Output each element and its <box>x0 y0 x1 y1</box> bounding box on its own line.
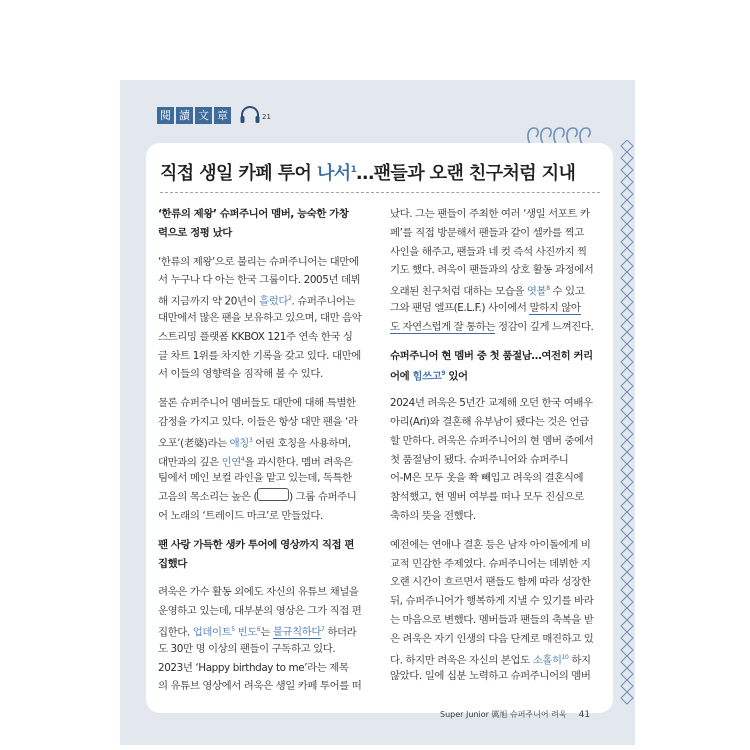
body-text-line: 어-M은 모두 옷을 쫙 빼입고 려욱의 결혼식에 <box>390 472 584 485</box>
body-text-line: 첫 품절남이 됐다. 슈퍼주니어와 슈퍼주니 <box>390 453 569 466</box>
footnote-marker: 10 <box>561 653 569 661</box>
body-text-line: 다. 하지만 려욱은 자신의 본업도 소홀히$^{10}$ 하지 <box>390 653 591 666</box>
title-text: 직접 생일 카페 투어 <box>160 163 317 184</box>
section-heading-line: ‘한류의 제왕’ 슈퍼주니어 멤버, 능숙한 가창 <box>158 208 349 220</box>
body-text-line: 팀에서 메인 보컬 라인을 맡고 있는데, 독특한 <box>158 472 352 485</box>
vocab-keyword[interactable]: 엿볼 <box>526 285 547 298</box>
paragraph-gap <box>390 337 602 347</box>
body-text-line: 감정을 가지고 있다. 이들은 항상 대만 팬을 ‘라 <box>158 415 358 428</box>
footnote-marker: 1 <box>350 165 357 175</box>
section-heading-line: 어에 힘쓰고$^9$ 있어 <box>390 370 468 383</box>
footnote-marker: 2 <box>288 295 292 303</box>
footnote-marker: 3 <box>248 436 253 444</box>
paragraph-gap <box>390 384 602 394</box>
vocab-keyword[interactable]: 흘렀다 <box>259 295 289 308</box>
section-heading-line: 팬 사랑 가득한 생카 투어에 영상까지 직접 편 <box>158 538 354 551</box>
body-text-line: 고음의 목소리는 높은 ( ) 그룹 슈퍼주니 <box>158 488 370 507</box>
vocab-keyword[interactable]: 애칭 <box>229 437 249 450</box>
body-text-line: 오포’(老婆)라는 애칭$^3$ 어린 호칭을 사용하며, <box>158 436 351 450</box>
body-text-line: 대만에서 많은 팬을 보유하고 있으며, 대만 음악 <box>158 311 362 324</box>
body-text-line: 기도 했다. 려욱이 팬들과의 상호 활동 과정에서 <box>390 264 594 277</box>
body-text-line: 집한다. 업데이트$^5$ 빈도$^6$는 불규칙하다$^7$ 하더라 <box>158 625 357 639</box>
body-text-line: 물론 슈퍼주니어 멤버들도 대만에 대해 특별한 <box>158 397 356 410</box>
badge-char: 文 <box>195 107 212 124</box>
vocab-keyword[interactable]: 업데이트 <box>192 626 232 639</box>
vocab-keyword[interactable]: 빈도 <box>237 626 257 639</box>
body-text-line: 축하의 뜻을 전했다. <box>390 509 476 522</box>
fill-in-blank-box[interactable] <box>257 488 289 501</box>
headphones-icon[interactable] <box>239 105 261 125</box>
body-text-line: 2024년 려욱은 5년간 교제해 오던 한국 여배우 <box>390 397 593 410</box>
body-text-line: 페’를 직접 방문해서 팬들과 같이 셀카를 찍고 <box>390 226 584 239</box>
footnote-marker: 8 <box>546 285 550 293</box>
underlined-phrase: 도 자연스럽게 잘 통하는 <box>390 320 496 333</box>
body-text-line: 운영하고 있는데, 대부분의 영상은 그가 직접 편 <box>158 605 362 618</box>
footnote-marker: 6 <box>256 625 261 633</box>
vocab-keyword[interactable]: 인연 <box>221 456 241 469</box>
body-text-line: 글 차트 1위를 차지한 기록을 갖고 있다. 대만에 <box>158 349 361 362</box>
body-text-line: 뒤, 슈퍼주니어가 행복하게 지낼 수 있기를 바라 <box>390 595 594 608</box>
body-text-line: 려욱은 가수 활동 외에도 자신의 유튜브 채널을 <box>158 586 359 599</box>
body-text-line: 은 려욱은 자기 인생의 다음 단계로 매진하고 있 <box>390 632 594 645</box>
badge-char: 閱 <box>157 107 174 124</box>
body-text-line: 는 마음으로 변했다. 멤버들과 팬들의 축복을 받 <box>390 613 594 626</box>
paragraph-gap <box>158 243 370 253</box>
body-text-line: 아리(Ari)와 결혼해 유부남이 됐다는 것은 언급 <box>390 415 589 428</box>
body-text-line: 났다. 그는 팬들이 주최한 여러 ‘생일 서포트 카 <box>390 208 590 220</box>
vocab-keyword[interactable]: 힘쓰고 <box>412 370 442 383</box>
body-text-line: 예전에는 연애나 결혼 등은 남자 아이돌에게 비 <box>390 538 591 551</box>
body-text-line: 할 만하다. 려욱은 슈퍼주니어의 현 멤버 중에서 <box>390 434 594 447</box>
body-text-line: 참석했고, 현 멤버 여부를 떠나 모두 진심으로 <box>390 491 584 504</box>
body-text-line: 서 누구나 다 아는 한국 그룹이다. 2005년 데뷔 <box>158 274 361 287</box>
paragraph-gap <box>158 384 370 394</box>
right-column <box>390 205 602 686</box>
body-text-line: 교적 민감한 주제였다. 슈퍼주니어는 데뷔한 지 <box>390 557 591 570</box>
badge-char: 章 <box>214 107 231 124</box>
body-text-line: 대만과의 깊은 인연$^4$을 과시한다. 멤버 려욱은 <box>158 455 353 469</box>
body-text-line: 오래된 친구처럼 대하는 모습을 엿볼$^8$ 수 있고 <box>390 285 585 298</box>
title-keyword[interactable]: 나서 <box>316 163 351 184</box>
paragraph-gap <box>158 573 370 583</box>
section-heading-line: 집했다 <box>158 557 187 570</box>
section-badge <box>157 106 271 124</box>
body-text-line: ‘한류의 제왕’으로 불리는 슈퍼주니어는 대만에 <box>158 255 359 268</box>
footnote-marker: 5 <box>231 625 235 633</box>
page-footer <box>440 709 590 720</box>
body-text-line: 서 이들의 영향력을 짐작해 볼 수 있다. <box>158 368 323 381</box>
badge-char: 讀 <box>176 107 193 124</box>
section-heading-line: 슈퍼주니어 현 멤버 중 첫 품절남…여전히 커리 <box>390 349 593 362</box>
body-text-line: 않았다. 일에 십분 노력하고 슈퍼주니어의 멤버 <box>390 670 591 683</box>
body-text-line: 의 유튜브 영상에서 려욱은 생일 카페 투어를 떠 <box>158 680 362 693</box>
paragraph-gap <box>390 526 602 536</box>
track-number: 21 <box>262 113 271 121</box>
article-title <box>160 159 600 185</box>
underlined-phrase: 말하지 않아 <box>529 301 581 314</box>
footnote-marker: 9 <box>441 370 446 378</box>
vocab-keyword[interactable]: 불규칙하다 <box>272 626 322 639</box>
title-text: …팬들과 오랜 친구처럼 지내 <box>356 163 576 184</box>
vocab-keyword[interactable]: 소홀히 <box>532 654 562 666</box>
body-text-line: 해 지금까지 약 20년이 흘렀다$^2$. 슈퍼주니어는 <box>158 295 356 308</box>
paragraph-gap <box>158 526 370 536</box>
footer-title: Super Junior 厲旭 슈퍼주니어 려욱 <box>440 710 567 719</box>
section-heading-line: 력으로 정평 났다 <box>158 226 232 239</box>
body-text-line: 도 자연스럽게 잘 통하는 정감이 깊게 느껴진다. <box>390 320 594 333</box>
body-text-line: 도 30만 명 이상의 팬들이 구독하고 있다. <box>158 642 336 655</box>
article-card <box>146 143 613 713</box>
footnote-marker: 7 <box>321 625 325 633</box>
body-text-line: 그와 팬덤 엘프(E.L.F.) 사이에서 말하지 않아 <box>390 301 581 314</box>
body-text-line: 어 노래의 ‘트레이드 마크’로 만들었다. <box>158 509 323 522</box>
body-text-line: 사인을 해주고, 팬들과 네 컷 즉석 사진까지 찍 <box>390 245 587 258</box>
body-text-line: 스트리밍 플랫폼 KKBOX 121주 연속 한국 싱 <box>158 330 353 343</box>
body-text-line: 2023년 ‘Happy birthday to me’라는 제목 <box>158 661 349 674</box>
left-column <box>158 205 370 696</box>
zigzag-border-decoration <box>620 140 634 710</box>
footnote-marker: 4 <box>240 455 245 463</box>
title-divider <box>160 192 600 193</box>
body-text-line: 오랜 시간이 흐르면서 팬들도 함께 따라 성장한 <box>390 576 591 589</box>
page-number: 41 <box>578 710 591 720</box>
